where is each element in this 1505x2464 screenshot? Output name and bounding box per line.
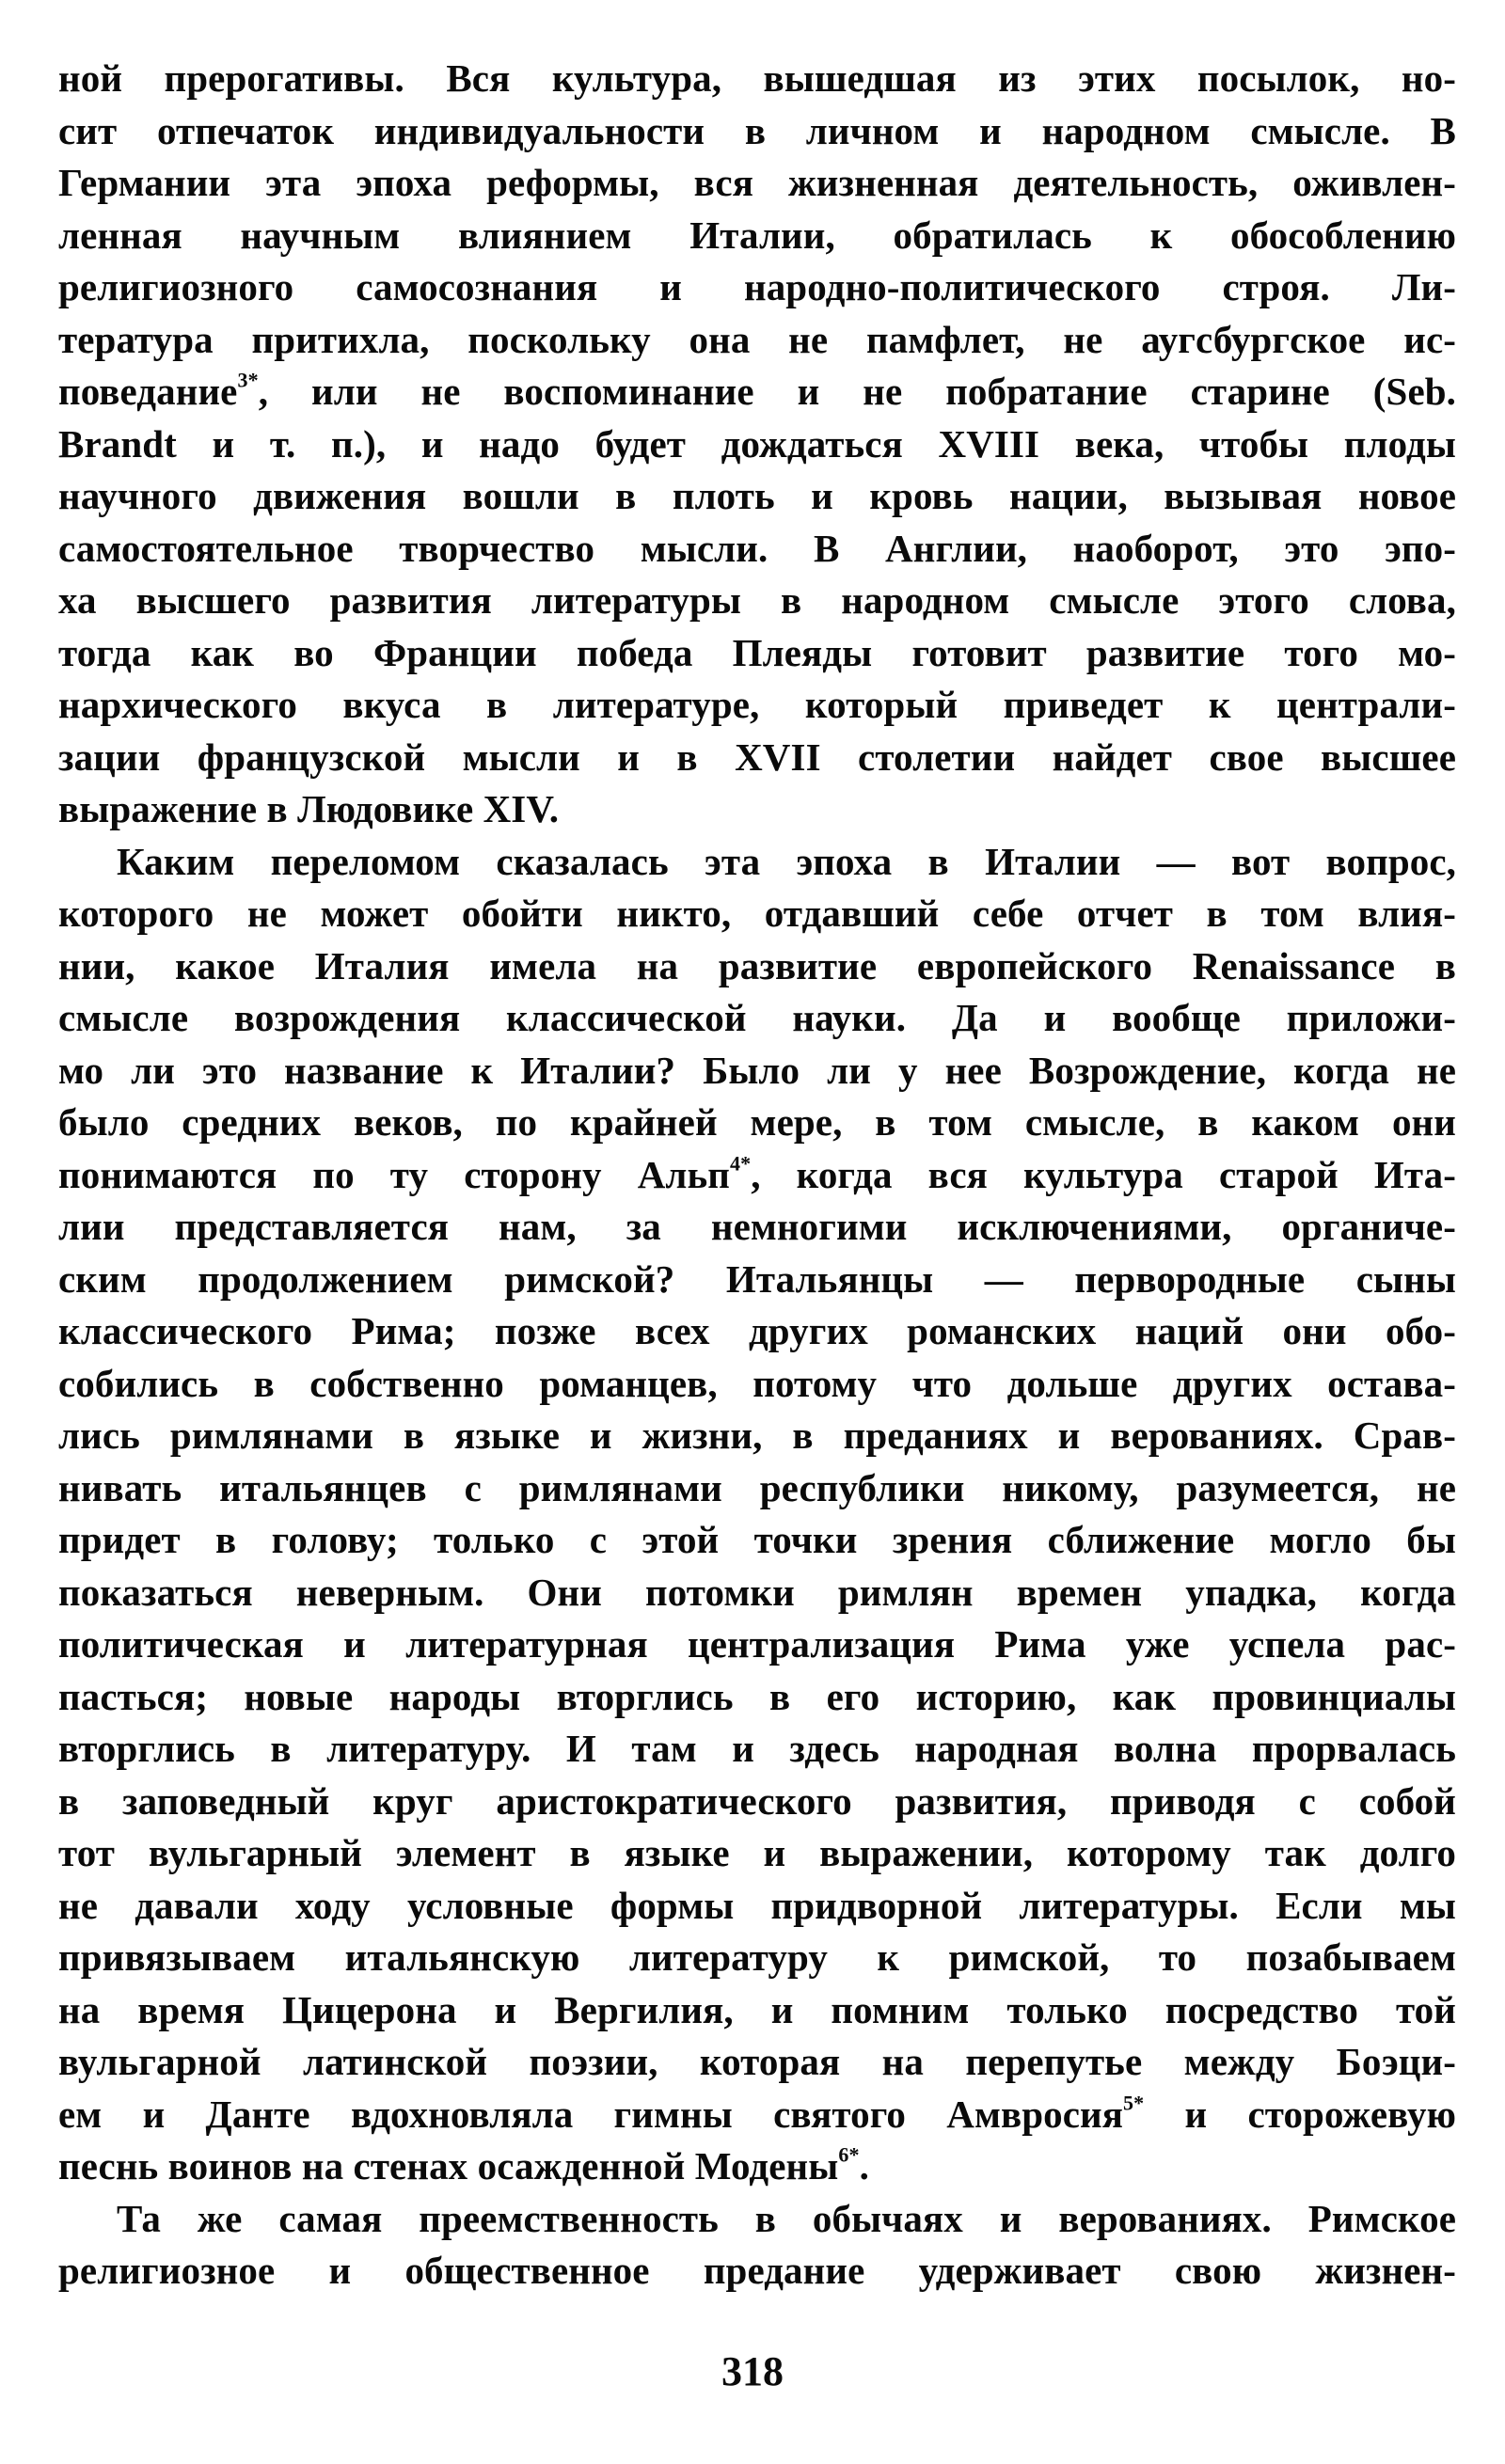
text-line: классического Рима; позже всех других романских наций они обо- [58, 1309, 1456, 1352]
text-line: пасться; новые народы вторглись в его историю, как провинциалы [58, 1674, 1456, 1718]
text-line: вторглись в литературу. И там и здесь народная волна прорвалась [58, 1727, 1456, 1770]
paragraph-1 [58, 53, 1456, 836]
page-body-text [58, 53, 1456, 2298]
text-line: выражение в Людовике XIV. [58, 787, 560, 830]
text-line: не давали ходу условные формы придворной литературы. Если мы [58, 1883, 1456, 1927]
text-segment: , когда вся культура старой Ита- [751, 1152, 1456, 1196]
text-segment: и сторожевую [1144, 2092, 1456, 2136]
text-line: нии, какое Италия имела на развитие европейского Renaissance в [58, 943, 1456, 987]
text-line: Каким переломом сказалась эта эпоха в Италии — вот вопрос, [117, 839, 1456, 883]
text-segment: поведание [58, 370, 238, 413]
text-line: собились в собственно романцев, потому что дольше других остава- [58, 1361, 1456, 1405]
text-line: тература притихла, поскольку она не памфлет, не аугсбургское ис- [58, 317, 1456, 361]
text-line: было средних веков, по крайней мере, в том смысле, в каком они [58, 1100, 1456, 1144]
text-line: зации французской мысли и в XVII столетии найдет свое высшее [58, 734, 1456, 779]
text-segment: песнь воинов на стенах осажденной Модены [58, 2144, 839, 2188]
text-line: тот вульгарный элемент в языке и выражении, которому так долго [58, 1831, 1456, 1874]
paragraph-3 [58, 2193, 1456, 2298]
text-line: религиозное и общественное предание удерживает свою жизнен- [58, 2249, 1456, 2292]
text-line: нархического вкуса в литературе, который приведет к централи- [58, 683, 1456, 726]
page-number: 318 [721, 2348, 784, 2394]
text-line: в заповедный круг аристократического развития, приводя с собой [58, 1778, 1456, 1823]
text-line: ленная научным влиянием Италии, обратилась к обособлению [58, 213, 1456, 257]
text-line: сит отпечаток индивидуальности в личном и народном смысле. В [58, 108, 1456, 152]
text-line: смысле возрождения классической науки. Да и вообще приложи- [58, 996, 1456, 1039]
footnote-marker-4: 4* [730, 1150, 752, 1175]
text-line: лись римлянами в языке и жизни, в преданиях и верованиях. Срав- [58, 1414, 1456, 1457]
text-line [58, 1149, 1456, 1202]
text-line: придет в голову; только с этой точки зрения сближение могло бы [58, 1518, 1456, 1561]
text-line: научного движения вошли в плоть и кровь нации, вызывая новое [58, 474, 1456, 517]
text-line: Brandt и т. п.), и надо будет дождаться XVIII века, чтобы плоды [58, 421, 1456, 466]
text-line: которого не может обойти никто, отдавший себе отчет в том влия- [58, 892, 1456, 935]
text-line: политическая и литературная централизация Рима уже успела рас- [58, 1622, 1456, 1666]
text-line: вульгарной латинской поэзии, которая на перепутье между Боэци- [58, 2040, 1456, 2083]
text-line: нивать итальянцев с римлянами республики никому, разумеется, не [58, 1465, 1456, 1509]
text-line: ским продолжением римской? Итальянцы — первородные сыны [58, 1256, 1456, 1301]
text-line: мо ли это название к Италии? Было ли у нее Возрождение, когда не [58, 1048, 1456, 1092]
text-segment: понимаются по ту сторону Альп [58, 1152, 731, 1196]
text-line [58, 2140, 1456, 2193]
text-line: Германии эта эпоха реформы, вся жизненная деятельность, оживлен- [58, 161, 1456, 204]
text-line: показаться неверным. Они потомки римлян времен упадка, когда [58, 1570, 1456, 1614]
footnote-marker-6: 6* [838, 2142, 860, 2167]
text-line: лии представляется нам, за немногими исключениями, органиче- [58, 1205, 1456, 1248]
paragraph-2 [58, 836, 1456, 2193]
text-line: ной прерогативы. Вся культура, вышедшая из этих посылок, но- [58, 56, 1456, 100]
footnote-marker-3: 3* [237, 368, 259, 392]
text-line: на время Цицерона и Вергилия, и помним только посредство той [58, 1987, 1456, 2031]
text-line: религиозного самосознания и народно-политического строя. Ли- [58, 265, 1456, 308]
text-segment: , или не воспоминание и не побратание старине (Seb. [258, 370, 1456, 413]
text-line: Та же самая преемственность в обычаях и верованиях. Римское [117, 2196, 1456, 2240]
text-line: ха высшего развития литературы в народном смысле этого слова, [58, 578, 1456, 622]
text-segment: ем и Данте вдохновляла гимны святого Амвросия [58, 2092, 1124, 2136]
text-line [58, 2089, 1456, 2141]
text-line: самостоятельное творчество мысли. В Англии, наоборот, это эпо- [58, 526, 1456, 570]
footnote-marker-5: 5* [1123, 2090, 1145, 2114]
text-segment: . [859, 2144, 869, 2188]
text-line: тогда как во Франции победа Плеяды готовит развитие того мо- [58, 630, 1456, 674]
text-line [58, 366, 1456, 419]
text-line: привязываем итальянскую литературу к римской, то позабываем [58, 1935, 1456, 1979]
